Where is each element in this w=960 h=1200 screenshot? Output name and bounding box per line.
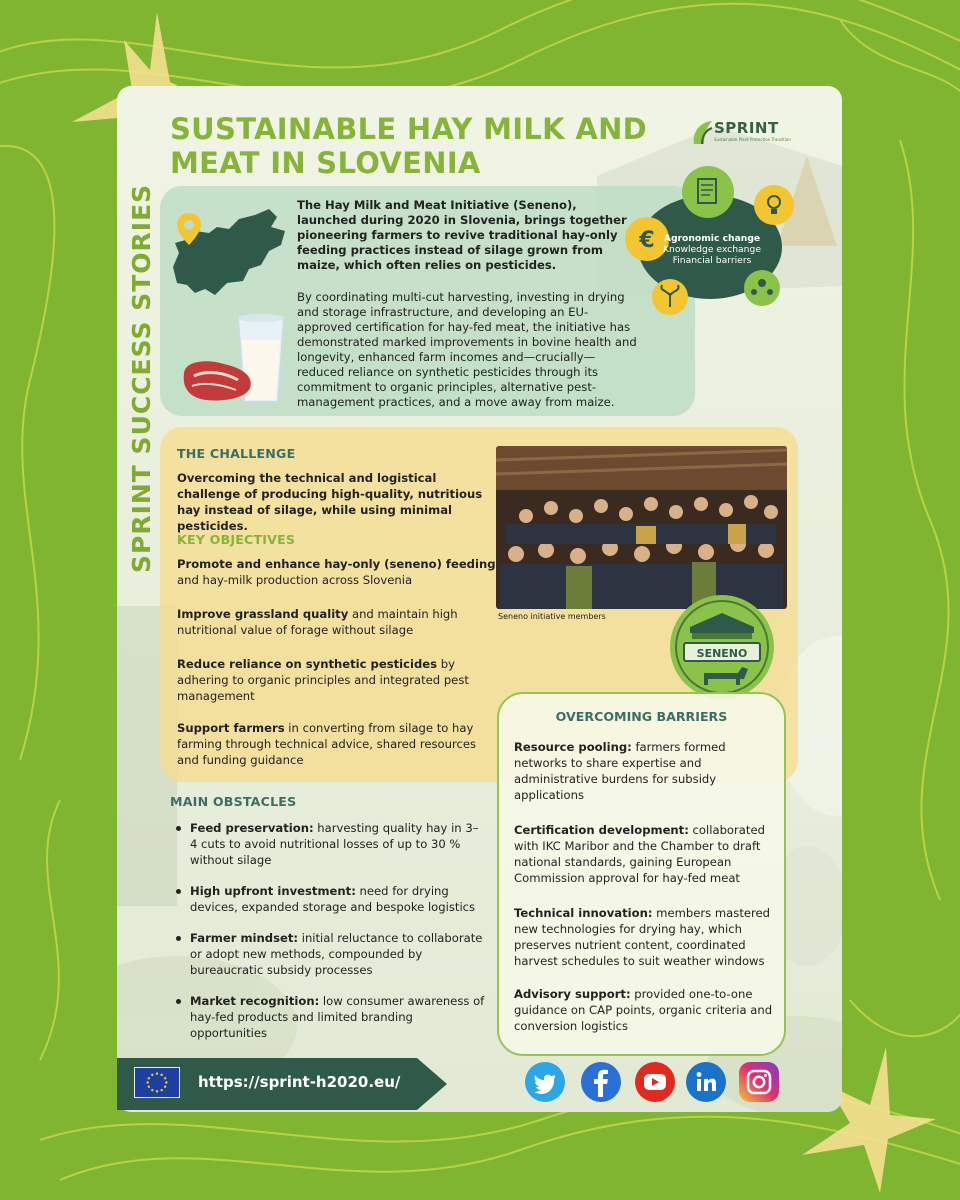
key-objectives-heading: KEY OBJECTIVES xyxy=(177,532,296,547)
youtube-icon[interactable] xyxy=(634,1061,676,1103)
objective-text: by adhering to organic principles and integrated pest management xyxy=(177,657,469,703)
slovenia-map-icon xyxy=(165,205,290,300)
hub-label-financial: Financial barriers xyxy=(672,255,752,266)
barrier-bold: Resource pooling: xyxy=(514,740,632,754)
obstacle-item xyxy=(175,993,485,1041)
objective-bold: Support farmers xyxy=(177,721,285,735)
objective-item xyxy=(177,556,497,588)
eu-flag-icon xyxy=(134,1067,180,1098)
objective-text: in converting from silage to hay farming through technical advice, shared resources and funding guidance xyxy=(177,721,477,767)
lightbulb-icon xyxy=(754,185,794,225)
document-icon xyxy=(682,166,734,218)
obstacle-item xyxy=(175,820,485,868)
seneno-logo-text: SENENO xyxy=(696,647,748,660)
barrier-bold: Advisory support: xyxy=(514,987,631,1001)
barrier-item xyxy=(514,986,776,1034)
instagram-icon[interactable] xyxy=(738,1061,780,1103)
barrier-item xyxy=(514,822,776,886)
overcoming-barriers-heading: OVERCOMING BARRIERS xyxy=(555,709,728,724)
barrier-text: provided one-to-one guidance on CAP points, organic criteria and conversion logistics xyxy=(514,987,773,1033)
obstacle-item xyxy=(175,883,485,915)
main-obstacles-heading: MAIN OBSTACLES xyxy=(170,794,297,809)
challenge-text: Overcoming the technical and logistical challenge of producing high-quality, nutritious hay instead of silage, while using minimal pesticides. xyxy=(177,471,483,533)
obstacle-text: harvesting quality hay in 3–4 cuts to avoid nutritional losses of up to 30 % without silage xyxy=(190,821,479,867)
objective-text: and maintain high nutritional value of forage without silage xyxy=(177,607,458,637)
group-photo xyxy=(496,446,787,609)
seneno-logo xyxy=(668,593,776,701)
page-title: SUSTAINABLE HAY MILK AND MEAT IN SLOVENIA xyxy=(170,112,648,180)
objective-bold: Promote and enhance hay-only (seneno) feeding xyxy=(177,557,496,571)
hub-label-agronomic: Agronomic change xyxy=(663,233,761,244)
obstacle-bold: High upfront investment: xyxy=(190,884,356,898)
barrier-bold: Technical innovation: xyxy=(514,906,653,920)
barrier-text: farmers formed networks to share expertise and administrative burdens for subsidy applications xyxy=(514,740,726,802)
svg-text:€: € xyxy=(639,228,655,253)
website-link[interactable]: https://sprint-h2020.eu/ xyxy=(198,1073,401,1091)
obstacle-item xyxy=(175,930,485,978)
objective-text: and hay-milk production across Slovenia xyxy=(177,573,413,587)
sprint-logo-subtitle: Sustainable Plant Protection Transition xyxy=(714,137,791,142)
barrier-bold: Certification development: xyxy=(514,823,689,837)
challenge-heading: THE CHALLENGE xyxy=(177,446,296,461)
obstacle-bold: Farmer mindset: xyxy=(190,931,299,945)
obstacle-bold: Market recognition: xyxy=(190,994,320,1008)
obstacle-bold: Feed preservation: xyxy=(190,821,314,835)
hub-labels xyxy=(647,233,777,266)
objective-bold: Improve grassland quality xyxy=(177,607,349,621)
objective-item xyxy=(177,720,497,768)
photo-caption: Seneno initiative members xyxy=(498,612,606,621)
obstacle-text: low consumer awareness of hay-fed products and limited branding opportunities xyxy=(190,994,485,1040)
barrier-text: members mastered new technologies for drying hay, which preserves nutrient content, coordinated harvest schedules to suit weather windows xyxy=(514,906,771,968)
barrier-item xyxy=(514,905,776,969)
obstacles-list xyxy=(175,820,485,1056)
hub-label-knowledge: Knowledge exchange xyxy=(662,244,761,255)
facebook-icon[interactable] xyxy=(580,1061,622,1103)
network-icon xyxy=(744,270,780,306)
objective-item xyxy=(177,656,497,704)
intro-body-text: By coordinating multi-cut harvesting, investing in drying and storage infrastructure, and developing an EU-approved certification for hay-fed meat, the initiative has demonstrated marked improvements in bovine health and longevity, enhanced farm incomes and—crucially—reduced reliance on synthetic pesticides through its commitment to organic principles, alternative pest-management practices, and a move away from maize. xyxy=(297,290,637,409)
milk-and-steak-illustration xyxy=(180,310,290,410)
sprint-logo-text: SPRINT xyxy=(714,119,779,137)
linkedin-icon[interactable] xyxy=(685,1061,727,1103)
twitter-icon[interactable] xyxy=(524,1061,566,1103)
side-title: SPRINT SUCCESS STORIES xyxy=(127,183,156,573)
barrier-text: collaborated with IKC Maribor and the Chamber to draft national standards, gaining European Commission approval for hay-fed meat xyxy=(514,823,765,885)
objective-bold: Reduce reliance on synthetic pesticides xyxy=(177,657,438,671)
obstacle-text: need for drying devices, expanded storage and bespoke logistics xyxy=(190,884,476,914)
barrier-item xyxy=(514,739,776,803)
intro-lead-text: The Hay Milk and Meat Initiative (Seneno), launched during 2020 in Slovenia, brings together pioneering farmers to revive traditional hay-only feeding practices instead of silage grown from maize, which often relies on pesticides. xyxy=(297,198,627,272)
obstacle-text: initial reluctance to collaborate or adopt new methods, compounded by bureaucratic subsidy processes xyxy=(190,931,483,977)
objective-item xyxy=(177,606,497,638)
